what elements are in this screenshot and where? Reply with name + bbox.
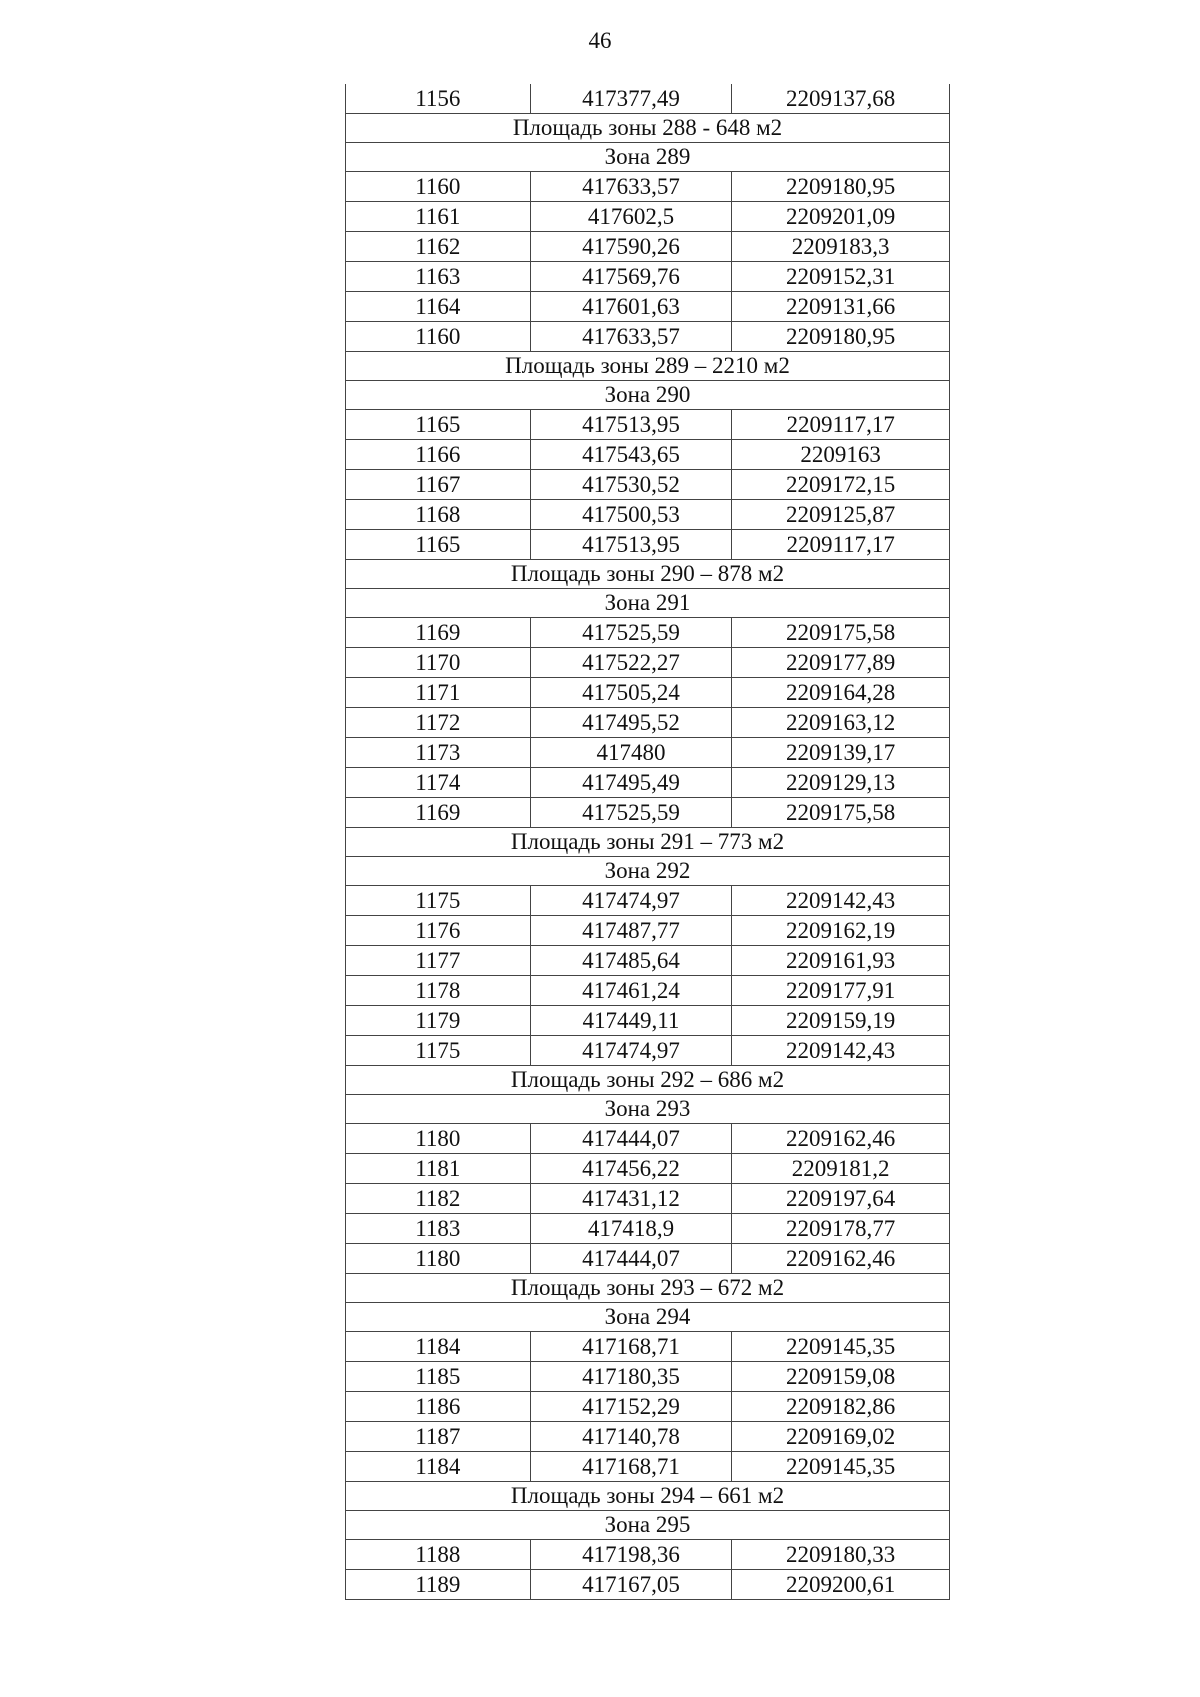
x-coordinate-cell: 417461,24 xyxy=(530,976,732,1006)
y-coordinate-cell: 2209177,91 xyxy=(732,976,950,1006)
point-row xyxy=(346,530,950,560)
point-row xyxy=(346,708,950,738)
x-coordinate-cell: 417525,59 xyxy=(530,618,732,648)
y-coordinate-cell: 2209164,28 xyxy=(732,678,950,708)
page-number: 46 xyxy=(588,28,612,53)
y-coordinate-cell: 2209139,17 xyxy=(732,738,950,768)
y-coordinate-cell: 2209175,58 xyxy=(732,618,950,648)
point-number-cell: 1168 xyxy=(346,500,531,530)
point-number-cell: 1175 xyxy=(346,1036,531,1066)
point-row xyxy=(346,470,950,500)
point-row xyxy=(346,440,950,470)
y-coordinate-cell: 2209197,64 xyxy=(732,1184,950,1214)
x-coordinate-cell: 417543,65 xyxy=(530,440,732,470)
zone-header-row xyxy=(346,589,950,618)
point-number-cell: 1180 xyxy=(346,1124,531,1154)
point-number-cell: 1167 xyxy=(346,470,531,500)
zone-title: Зона 293 xyxy=(346,1095,950,1124)
zone-header-row xyxy=(346,1303,950,1332)
zone-area-row xyxy=(346,828,950,857)
zone-header-row xyxy=(346,1095,950,1124)
zone-header-row xyxy=(346,857,950,886)
x-coordinate-cell: 417530,52 xyxy=(530,470,732,500)
point-number-cell: 1181 xyxy=(346,1154,531,1184)
point-row xyxy=(346,1362,950,1392)
point-number-cell: 1162 xyxy=(346,232,531,262)
y-coordinate-cell: 2209163,12 xyxy=(732,708,950,738)
zone-area-text: Площадь зоны 292 – 686 м2 xyxy=(346,1066,950,1095)
point-row xyxy=(346,202,950,232)
x-coordinate-cell: 417449,11 xyxy=(530,1006,732,1036)
y-coordinate-cell: 2209177,89 xyxy=(732,648,950,678)
y-coordinate-cell: 2209181,2 xyxy=(732,1154,950,1184)
point-number-cell: 1171 xyxy=(346,678,531,708)
zone-title: Зона 292 xyxy=(346,857,950,886)
zone-title: Зона 290 xyxy=(346,381,950,410)
point-number-cell: 1156 xyxy=(346,84,531,114)
y-coordinate-cell: 2209142,43 xyxy=(732,886,950,916)
zone-area-row xyxy=(346,1482,950,1511)
y-coordinate-cell: 2209152,31 xyxy=(732,262,950,292)
y-coordinate-cell: 2209201,09 xyxy=(732,202,950,232)
point-number-cell: 1170 xyxy=(346,648,531,678)
y-coordinate-cell: 2209137,68 xyxy=(732,84,950,114)
point-number-cell: 1187 xyxy=(346,1422,531,1452)
y-coordinate-cell: 2209145,35 xyxy=(732,1332,950,1362)
y-coordinate-cell: 2209162,46 xyxy=(732,1244,950,1274)
point-number-cell: 1174 xyxy=(346,768,531,798)
y-coordinate-cell: 2209162,19 xyxy=(732,916,950,946)
point-number-cell: 1173 xyxy=(346,738,531,768)
point-row xyxy=(346,738,950,768)
y-coordinate-cell: 2209180,95 xyxy=(732,322,950,352)
point-number-cell: 1166 xyxy=(346,440,531,470)
zone-header-row xyxy=(346,1511,950,1540)
x-coordinate-cell: 417168,71 xyxy=(530,1452,732,1482)
x-coordinate-cell: 417513,95 xyxy=(530,410,732,440)
point-number-cell: 1183 xyxy=(346,1214,531,1244)
point-number-cell: 1186 xyxy=(346,1392,531,1422)
x-coordinate-cell: 417167,05 xyxy=(530,1570,732,1600)
y-coordinate-cell: 2209178,77 xyxy=(732,1214,950,1244)
point-number-cell: 1189 xyxy=(346,1570,531,1600)
point-number-cell: 1161 xyxy=(346,202,531,232)
coordinates-table-body xyxy=(346,84,950,1600)
y-coordinate-cell: 2209117,17 xyxy=(732,530,950,560)
zone-area-text: Площадь зоны 291 – 773 м2 xyxy=(346,828,950,857)
x-coordinate-cell: 417525,59 xyxy=(530,798,732,828)
point-row xyxy=(346,262,950,292)
point-number-cell: 1169 xyxy=(346,618,531,648)
point-row xyxy=(346,768,950,798)
x-coordinate-cell: 417495,49 xyxy=(530,768,732,798)
point-row xyxy=(346,886,950,916)
point-row xyxy=(346,292,950,322)
point-row xyxy=(346,798,950,828)
point-row xyxy=(346,1392,950,1422)
point-row xyxy=(346,410,950,440)
point-row xyxy=(346,678,950,708)
point-row xyxy=(346,500,950,530)
x-coordinate-cell: 417431,12 xyxy=(530,1184,732,1214)
x-coordinate-cell: 417444,07 xyxy=(530,1124,732,1154)
point-number-cell: 1163 xyxy=(346,262,531,292)
zone-header-row xyxy=(346,143,950,172)
zone-area-text: Площадь зоны 290 – 878 м2 xyxy=(346,560,950,589)
x-coordinate-cell: 417602,5 xyxy=(530,202,732,232)
x-coordinate-cell: 417152,29 xyxy=(530,1392,732,1422)
y-coordinate-cell: 2209142,43 xyxy=(732,1036,950,1066)
zone-area-text: Площадь зоны 288 - 648 м2 xyxy=(346,114,950,143)
point-row xyxy=(346,1452,950,1482)
point-number-cell: 1177 xyxy=(346,946,531,976)
point-row xyxy=(346,1006,950,1036)
x-coordinate-cell: 417377,49 xyxy=(530,84,732,114)
point-number-cell: 1169 xyxy=(346,798,531,828)
point-number-cell: 1188 xyxy=(346,1540,531,1570)
y-coordinate-cell: 2209180,33 xyxy=(732,1540,950,1570)
point-number-cell: 1184 xyxy=(346,1332,531,1362)
x-coordinate-cell: 417513,95 xyxy=(530,530,732,560)
zone-area-row xyxy=(346,352,950,381)
point-number-cell: 1175 xyxy=(346,886,531,916)
y-coordinate-cell: 2209131,66 xyxy=(732,292,950,322)
y-coordinate-cell: 2209163 xyxy=(732,440,950,470)
point-number-cell: 1178 xyxy=(346,976,531,1006)
zone-header-row xyxy=(346,381,950,410)
point-row xyxy=(346,1332,950,1362)
y-coordinate-cell: 2209175,58 xyxy=(732,798,950,828)
x-coordinate-cell: 417456,22 xyxy=(530,1154,732,1184)
point-number-cell: 1160 xyxy=(346,172,531,202)
x-coordinate-cell: 417522,27 xyxy=(530,648,732,678)
point-number-cell: 1184 xyxy=(346,1452,531,1482)
y-coordinate-cell: 2209183,3 xyxy=(732,232,950,262)
x-coordinate-cell: 417590,26 xyxy=(530,232,732,262)
point-row xyxy=(346,84,950,114)
y-coordinate-cell: 2209159,08 xyxy=(732,1362,950,1392)
point-row xyxy=(346,1422,950,1452)
zone-area-row xyxy=(346,114,950,143)
x-coordinate-cell: 417633,57 xyxy=(530,322,732,352)
point-row xyxy=(346,1540,950,1570)
point-number-cell: 1176 xyxy=(346,916,531,946)
point-number-cell: 1182 xyxy=(346,1184,531,1214)
point-number-cell: 1180 xyxy=(346,1244,531,1274)
point-number-cell: 1160 xyxy=(346,322,531,352)
y-coordinate-cell: 2209162,46 xyxy=(732,1124,950,1154)
point-row xyxy=(346,1124,950,1154)
point-row xyxy=(346,1154,950,1184)
zone-title: Зона 291 xyxy=(346,589,950,618)
zone-title: Зона 295 xyxy=(346,1511,950,1540)
x-coordinate-cell: 417474,97 xyxy=(530,886,732,916)
x-coordinate-cell: 417601,63 xyxy=(530,292,732,322)
zone-title: Зона 289 xyxy=(346,143,950,172)
x-coordinate-cell: 417480 xyxy=(530,738,732,768)
point-number-cell: 1172 xyxy=(346,708,531,738)
zone-area-text: Площадь зоны 294 – 661 м2 xyxy=(346,1482,950,1511)
point-number-cell: 1165 xyxy=(346,410,531,440)
point-row xyxy=(346,916,950,946)
zone-area-text: Площадь зоны 289 – 2210 м2 xyxy=(346,352,950,381)
x-coordinate-cell: 417633,57 xyxy=(530,172,732,202)
x-coordinate-cell: 417418,9 xyxy=(530,1214,732,1244)
x-coordinate-cell: 417569,76 xyxy=(530,262,732,292)
zone-title: Зона 294 xyxy=(346,1303,950,1332)
y-coordinate-cell: 2209145,35 xyxy=(732,1452,950,1482)
point-number-cell: 1185 xyxy=(346,1362,531,1392)
y-coordinate-cell: 2209172,15 xyxy=(732,470,950,500)
point-row xyxy=(346,1214,950,1244)
y-coordinate-cell: 2209159,19 xyxy=(732,1006,950,1036)
x-coordinate-cell: 417444,07 xyxy=(530,1244,732,1274)
zone-area-row xyxy=(346,1274,950,1303)
y-coordinate-cell: 2209200,61 xyxy=(732,1570,950,1600)
y-coordinate-cell: 2209180,95 xyxy=(732,172,950,202)
zone-area-row xyxy=(346,560,950,589)
x-coordinate-cell: 417500,53 xyxy=(530,500,732,530)
y-coordinate-cell: 2209125,87 xyxy=(732,500,950,530)
point-number-cell: 1164 xyxy=(346,292,531,322)
y-coordinate-cell: 2209117,17 xyxy=(732,410,950,440)
x-coordinate-cell: 417485,64 xyxy=(530,946,732,976)
point-row xyxy=(346,1570,950,1600)
x-coordinate-cell: 417168,71 xyxy=(530,1332,732,1362)
zone-area-text: Площадь зоны 293 – 672 м2 xyxy=(346,1274,950,1303)
point-row xyxy=(346,232,950,262)
x-coordinate-cell: 417198,36 xyxy=(530,1540,732,1570)
point-row xyxy=(346,1244,950,1274)
x-coordinate-cell: 417495,52 xyxy=(530,708,732,738)
y-coordinate-cell: 2209182,86 xyxy=(732,1392,950,1422)
y-coordinate-cell: 2209129,13 xyxy=(732,768,950,798)
point-row xyxy=(346,322,950,352)
zone-area-row xyxy=(346,1066,950,1095)
x-coordinate-cell: 417487,77 xyxy=(530,916,732,946)
point-row xyxy=(346,946,950,976)
y-coordinate-cell: 2209161,93 xyxy=(732,946,950,976)
x-coordinate-cell: 417505,24 xyxy=(530,678,732,708)
point-number-cell: 1165 xyxy=(346,530,531,560)
y-coordinate-cell: 2209169,02 xyxy=(732,1422,950,1452)
point-row xyxy=(346,618,950,648)
x-coordinate-cell: 417140,78 xyxy=(530,1422,732,1452)
point-row xyxy=(346,1036,950,1066)
point-row xyxy=(346,976,950,1006)
x-coordinate-cell: 417180,35 xyxy=(530,1362,732,1392)
x-coordinate-cell: 417474,97 xyxy=(530,1036,732,1066)
coordinates-table xyxy=(345,84,950,1600)
point-row xyxy=(346,1184,950,1214)
point-number-cell: 1179 xyxy=(346,1006,531,1036)
point-row xyxy=(346,172,950,202)
point-row xyxy=(346,648,950,678)
